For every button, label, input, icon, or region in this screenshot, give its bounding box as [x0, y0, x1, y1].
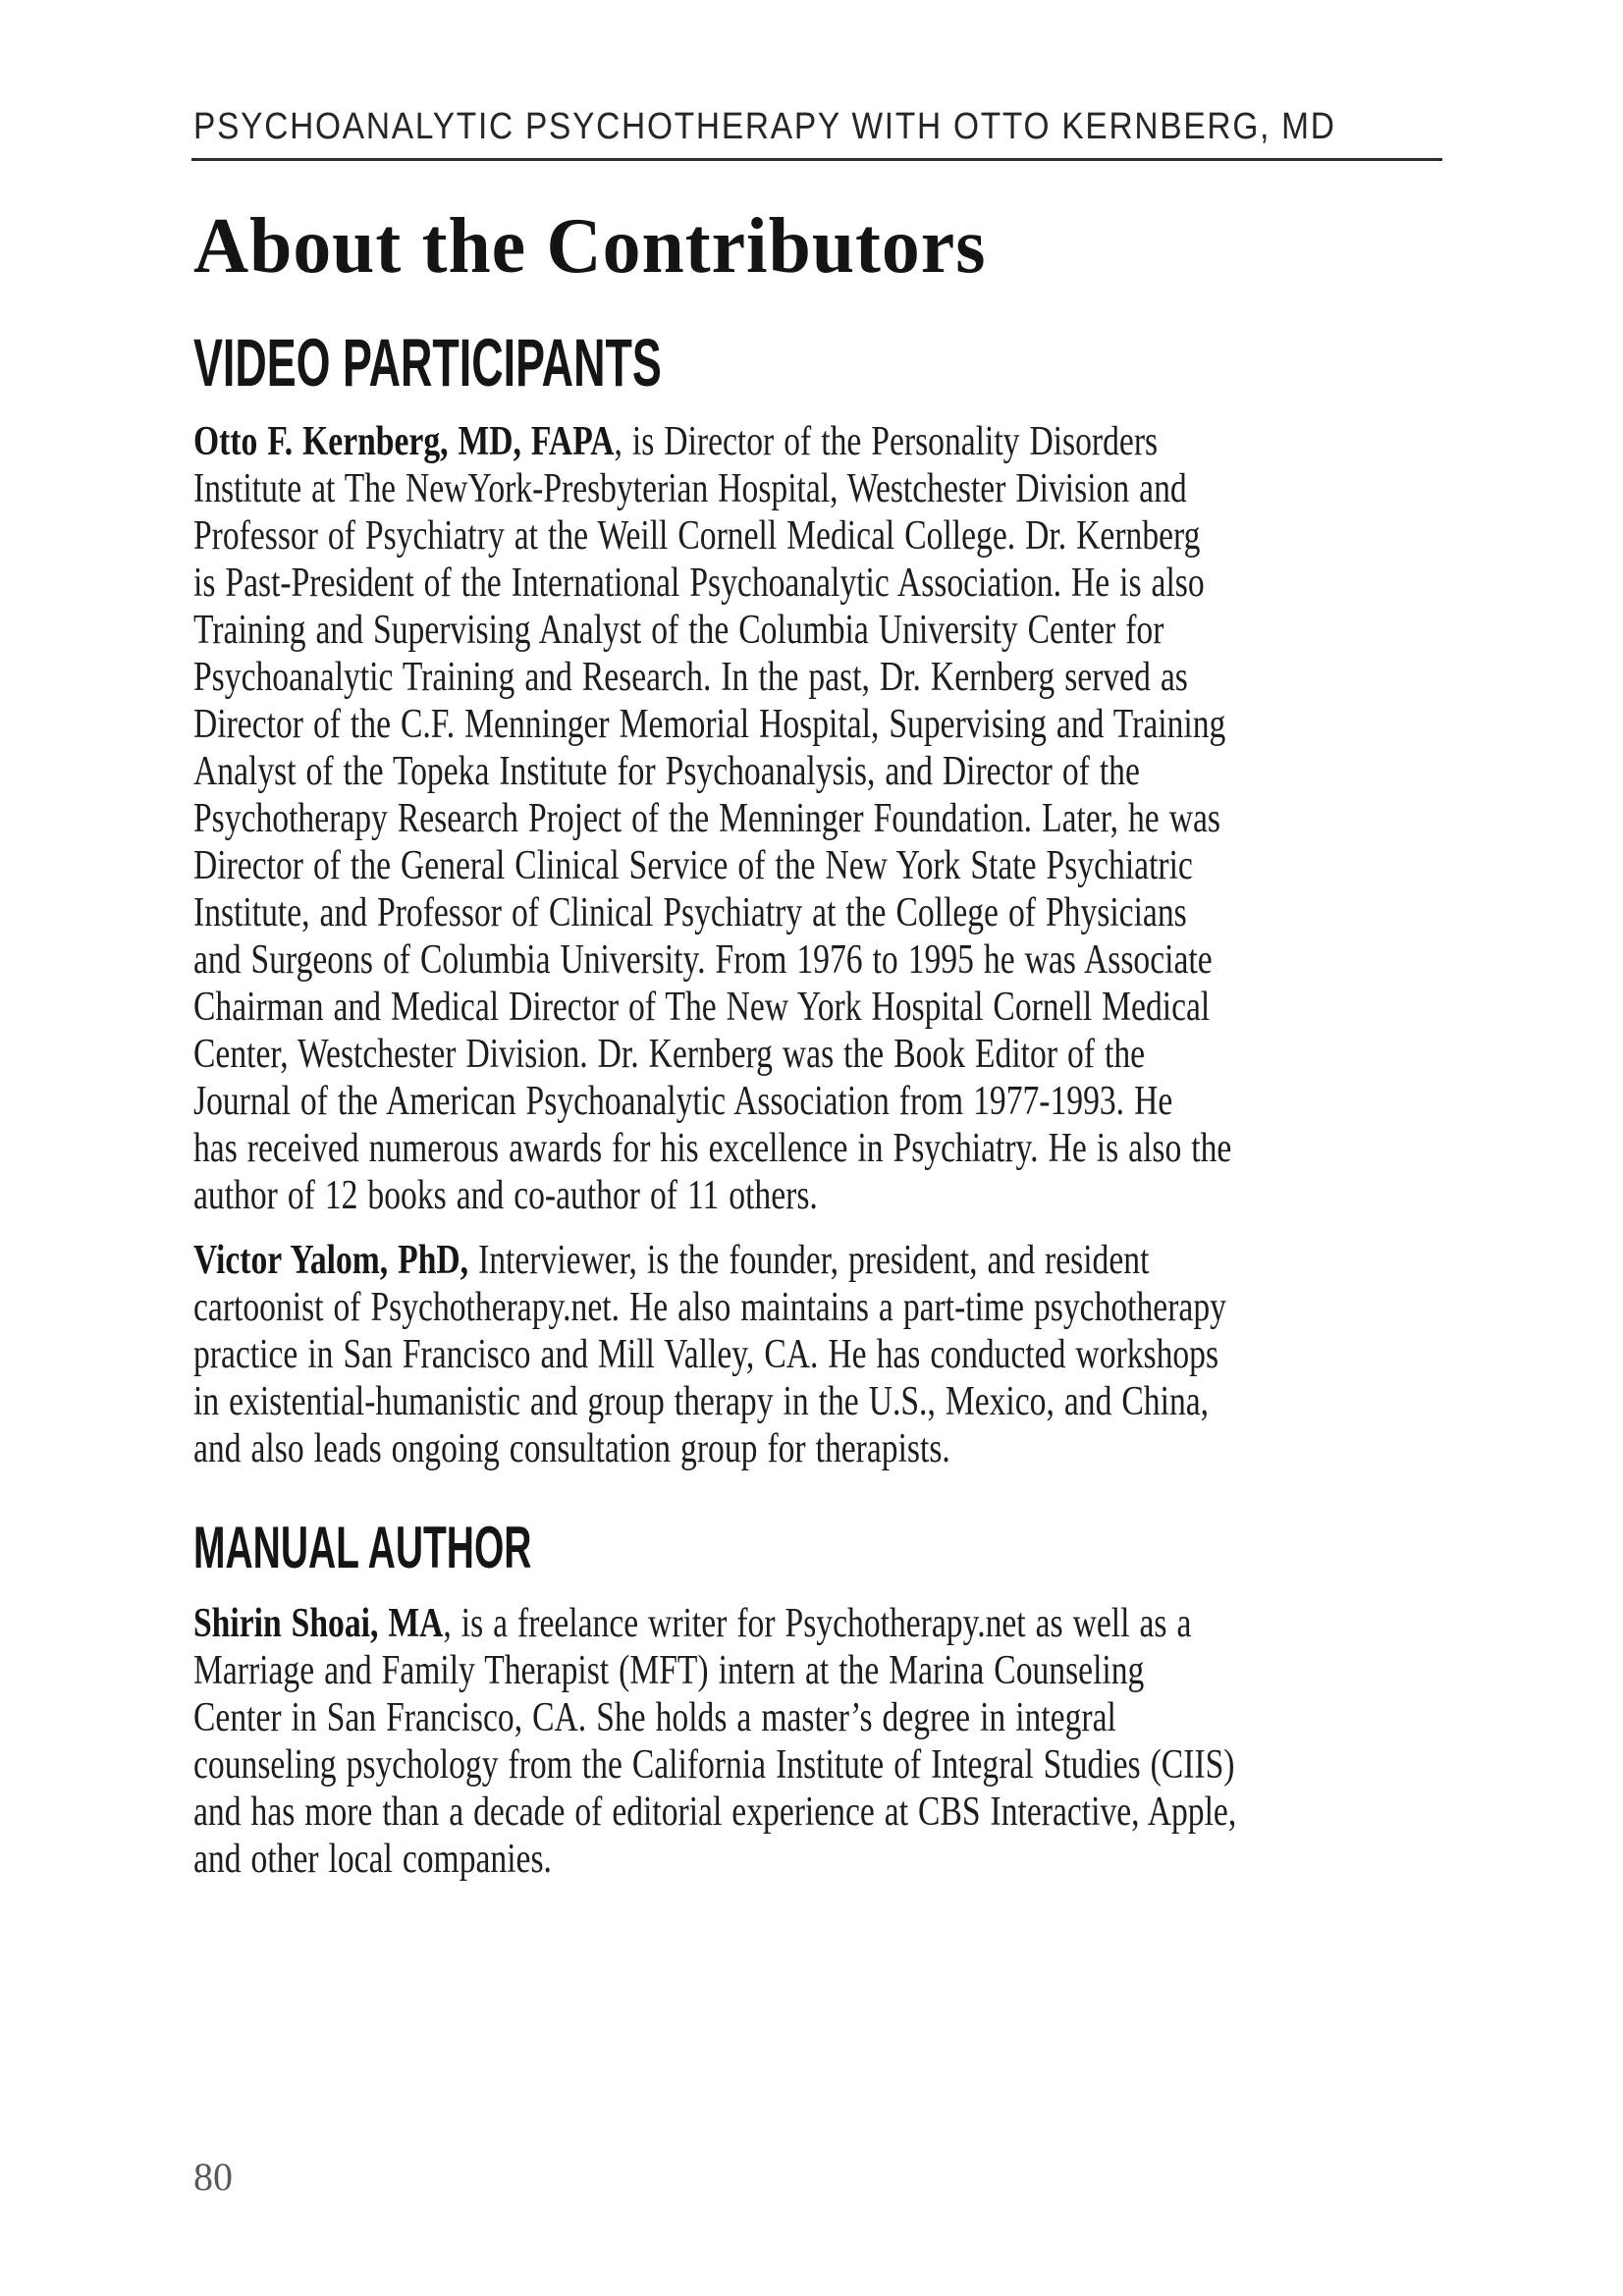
- bio-line: Director of the C.F. Menninger Memorial Hospital, Supervising and Training: [193, 702, 1226, 747]
- page-content: [193, 325, 1460, 1883]
- bio-line: Institute at The NewYork-Presbyterian Hospital, Westchester Division and: [193, 466, 1187, 511]
- bio-line: and Surgeons of Columbia University. From 1976 to 1995 he was Associate: [193, 937, 1213, 983]
- section-heading-video-participants-text: VIDEO PARTICIPANTS: [193, 325, 662, 400]
- bio-line: Institute, and Professor of Clinical Psychiatry at the College of Physicians: [193, 890, 1187, 935]
- bio-line: practice in San Francisco and Mill Valley, CA. He has conducted workshops: [193, 1332, 1219, 1377]
- bio-line: Center, Westchester Division. Dr. Kernberg was the Book Editor of the: [193, 1032, 1146, 1077]
- bio-line: Psychotherapy Research Project of the Menninger Foundation. Later, he was: [193, 796, 1220, 841]
- page-title-text: About the Contributors: [193, 201, 987, 290]
- page-number: 80: [193, 2155, 233, 2199]
- bio-line: Victor Yalom, PhD, Interviewer, is the founder, president, and resident: [193, 1238, 1150, 1283]
- bio-line: counseling psychology from the California Institute of Integral Studies (CIIS): [193, 1742, 1235, 1788]
- bio-line: Journal of the American Psychoanalytic Association from 1977-1993. He: [193, 1079, 1173, 1124]
- bio-name-bold: Otto F. Kernberg, MD, FAPA: [193, 419, 615, 464]
- bio-line: Chairman and Medical Director of The New York Hospital Cornell Medical: [193, 985, 1211, 1030]
- bio-line: and other local companies.: [193, 1837, 552, 1882]
- bio-otto-kernberg: [193, 418, 1442, 1219]
- running-header-text: PSYCHOANALYTIC PSYCHOTHERAPY WITH OTTO KERNBERG, MD: [193, 106, 1336, 147]
- bio-line: Marriage and Family Therapist (MFT) intern at the Marina Counseling: [193, 1648, 1145, 1693]
- bio-line: has received numerous awards for his excellence in Psychiatry. He is also the: [193, 1126, 1232, 1171]
- bio-line: Center in San Francisco, CA. She holds a master’s degree in integral: [193, 1695, 1116, 1740]
- bio-line: Psychoanalytic Training and Research. In the past, Dr. Kernberg served as: [193, 655, 1188, 700]
- bio-line: Professor of Psychiatry at the Weill Cornell Medical College. Dr. Kernberg: [193, 513, 1201, 559]
- bio-line: in existential-humanistic and group therapy in the U.S., Mexico, and China,: [193, 1379, 1210, 1424]
- section-heading-manual-author-text: MANUAL AUTHOR: [193, 1515, 532, 1580]
- bio-victor-yalom: [193, 1237, 1442, 1472]
- bio-name-bold: Victor Yalom, PhD,: [193, 1238, 469, 1283]
- page-title: [193, 201, 1019, 290]
- bio-name-bold: Shirin Shoai, MA: [193, 1601, 444, 1646]
- bio-line: Analyst of the Topeka Institute for Psychoanalysis, and Director of the: [193, 749, 1140, 794]
- bio-line: and also leads ongoing consultation group for therapists.: [193, 1426, 950, 1471]
- bio-line: Director of the General Clinical Service of the New York State Psychiatric: [193, 843, 1193, 888]
- bio-line: Shirin Shoai, MA, is a freelance writer for Psychotherapy.net as well as a: [193, 1601, 1192, 1646]
- header-rule: [191, 158, 1442, 161]
- running-header: [193, 108, 1491, 145]
- bio-shirin-shoai: [193, 1600, 1442, 1883]
- bio-line: Training and Supervising Analyst of the Columbia University Center for: [193, 608, 1164, 653]
- bio-line: is Past-President of the International Psychoanalytic Association. He is also: [193, 561, 1205, 606]
- bio-line: and has more than a decade of editorial experience at CBS Interactive, Apple,: [193, 1789, 1237, 1835]
- bio-line: cartoonist of Psychotherapy.net. He also maintains a part-time psychotherapy: [193, 1285, 1226, 1330]
- section-heading-manual-author: [193, 1515, 1460, 1580]
- bio-line: author of 12 books and co-author of 11 others.: [193, 1173, 818, 1218]
- bio-line: Otto F. Kernberg, MD, FAPA, is Director of the Personality Disorders: [193, 419, 1159, 464]
- section-heading-video-participants: [193, 325, 1460, 400]
